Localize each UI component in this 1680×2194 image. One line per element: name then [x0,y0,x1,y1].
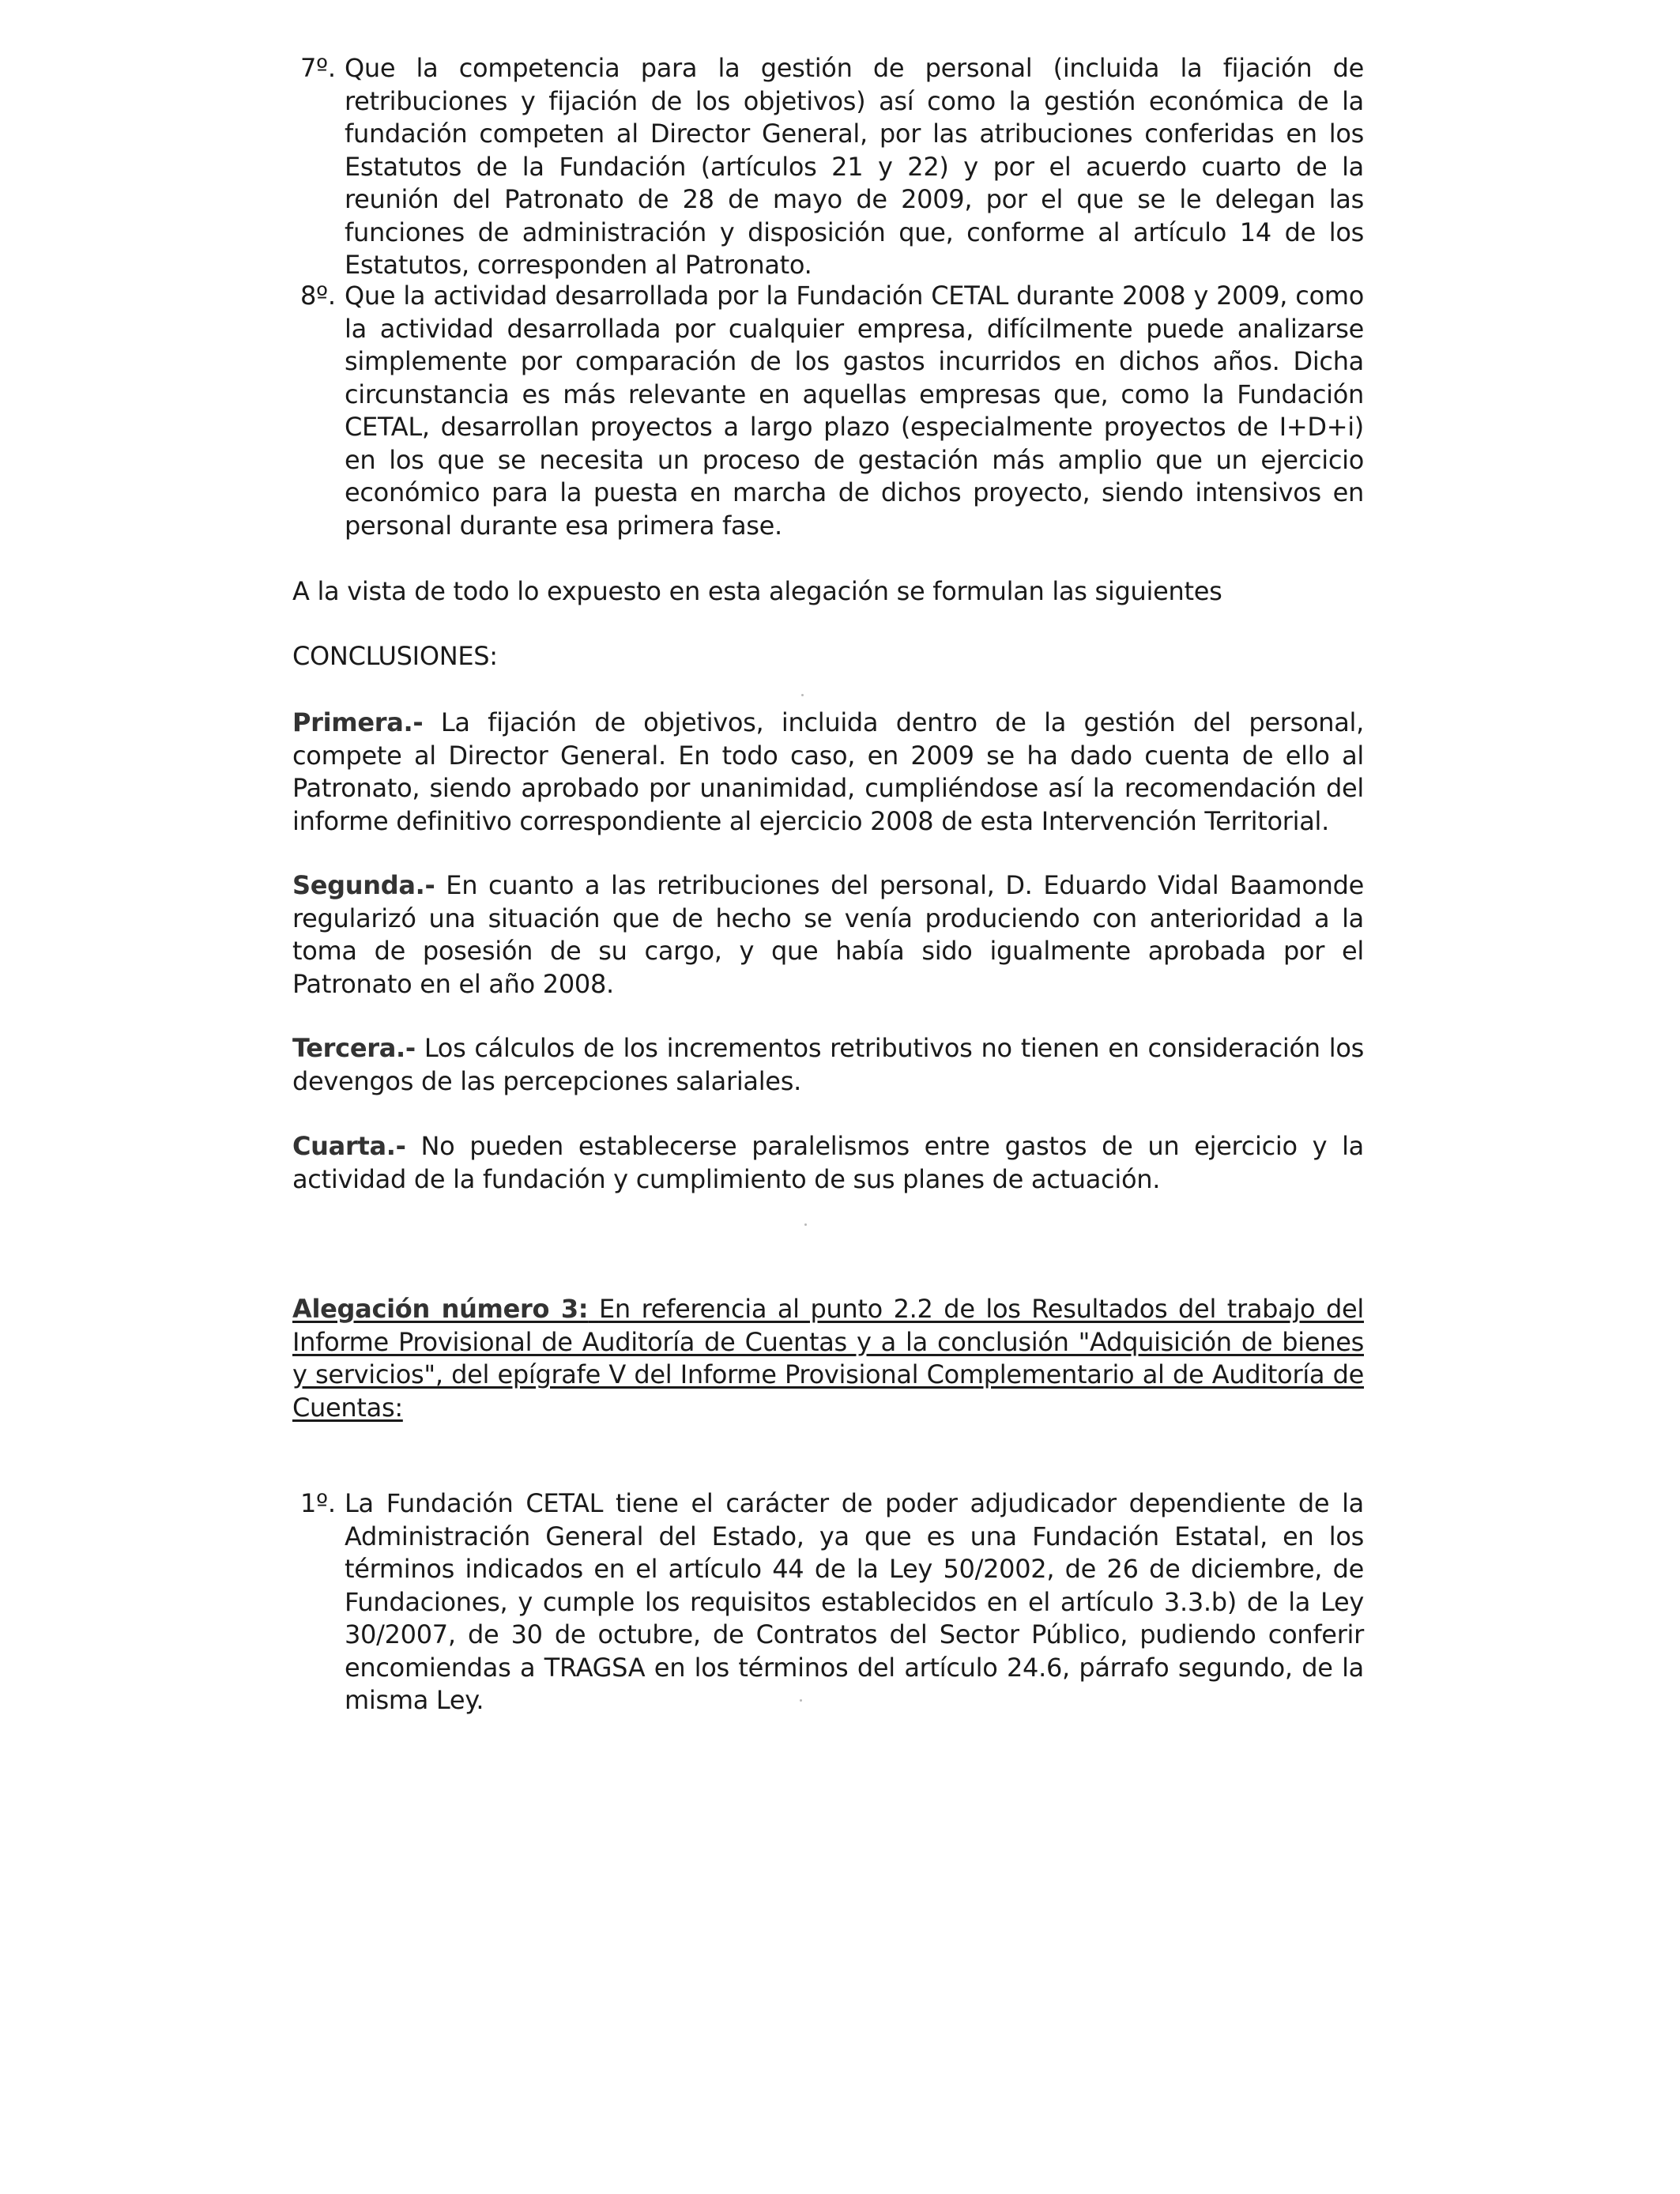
intro-paragraph [292,575,1367,609]
conclusion-text: Los cálculos de los incrementos retributivos no tienen en consideración los devengos de las percepciones salariales. [292,1033,1364,1096]
conclusion-label: Tercera.- [292,1033,416,1063]
conclusion-cuarta [292,1130,1364,1196]
item-number: 8º. [300,281,336,311]
scan-speck [800,1699,802,1702]
intro-text: A la vista de todo lo expuesto en esta alegación se formulan las siguientes [292,576,1222,606]
conclusion-primera [292,707,1364,838]
conclusions-heading-text: CONCLUSIONES: [292,641,498,671]
list-item-7 [300,52,1364,282]
alegacion-text: En referencia al punto 2.2 de los Resultados del trabajo del Informe Provisional de Auditoría de Cuentas y a la conclusión "Adquisición de bienes y servicios", del epígrafe V del Informe Provisional Complementario al de Auditoría de Cuentas: [292,1294,1364,1423]
list-item-1 [300,1487,1364,1717]
scan-speck [801,694,804,696]
conclusion-text: No pueden establecerse paralelismos entre gastos de un ejercicio y la actividad de la fundación y cumplimiento de sus planes de actuación. [292,1131,1364,1194]
list-item-8 [300,280,1364,542]
item-number: 7º. [300,53,336,83]
conclusion-text: La fijación de objetivos, incluida dentro de la gestión del personal, compete al Director General. En todo caso, en 2009 se ha dado cuenta de ello al Patronato, siendo aprobado por unanimidad, cumpliéndose así la recomendación del informe definitivo correspondiente al ejercicio 2008 de esta Intervención Territorial. [292,707,1364,836]
alegacion-label: Alegación número 3: [292,1294,589,1324]
scan-speck [804,1223,807,1226]
item-text: Que la actividad desarrollada por la Fundación CETAL durante 2008 y 2009, como la actividad desarrollada por cualquier empresa, difícilmente puede analizarse simplemente por comparación de los gastos incurridos en dichos años. Dicha circunstancia es más relevante en aquellas empresas que, como la Fundación CETAL, desarrollan proyectos a largo plazo (especialmente proyectos de I+D+i) en los que se necesita un proceso de gestación más amplio que un ejercicio económico para la puesta en marcha de dichos proyecto, siendo intensivos en personal durante esa primera fase. [345,281,1364,541]
conclusions-heading [292,640,925,673]
conclusion-segunda [292,869,1364,1001]
conclusion-text: En cuanto a las retribuciones del personal, D. Eduardo Vidal Baamonde regularizó una situación que de hecho se venía produciendo con anterioridad a la toma de posesión de su cargo, y que había sido igualmente aprobada por el Patronato en el año 2008. [292,870,1364,999]
alegacion-heading [292,1293,1364,1424]
conclusion-tercera [292,1032,1364,1098]
item-number: 1º. [300,1488,336,1518]
conclusion-label: Cuarta.- [292,1131,406,1161]
conclusion-label: Segunda.- [292,870,435,900]
conclusion-label: Primera.- [292,707,424,737]
item-text: La Fundación CETAL tiene el carácter de poder adjudicador dependiente de la Administración General del Estado, ya que es una Fundación Estatal, en los términos indicados en el artículo 44 de la Ley 50/2002, de 26 de diciembre, de Fundaciones, y cumple los requisitos establecidos en el artículo 3.3.b) de la Ley 30/2007, de 30 de octubre, de Contratos del Sector Público, pudiendo conferir encomiendas a TRAGSA en los términos del artículo 24.6, párrafo segundo, de la misma Ley. [345,1488,1364,1715]
item-text: Que la competencia para la gestión de personal (incluida la fijación de retribuciones y fijación de los objetivos) así como la gestión económica de la fundación competen al Director General, por las atribuciones conferidas en los Estatutos de la Fundación (artículos 21 y 22) y por el acuerdo cuarto de la reunión del Patronato de 28 de mayo de 2009, por el que se le delegan las funciones de administración y disposición que, conforme al artículo 14 de los Estatutos, corresponden al Patronato. [345,53,1364,280]
